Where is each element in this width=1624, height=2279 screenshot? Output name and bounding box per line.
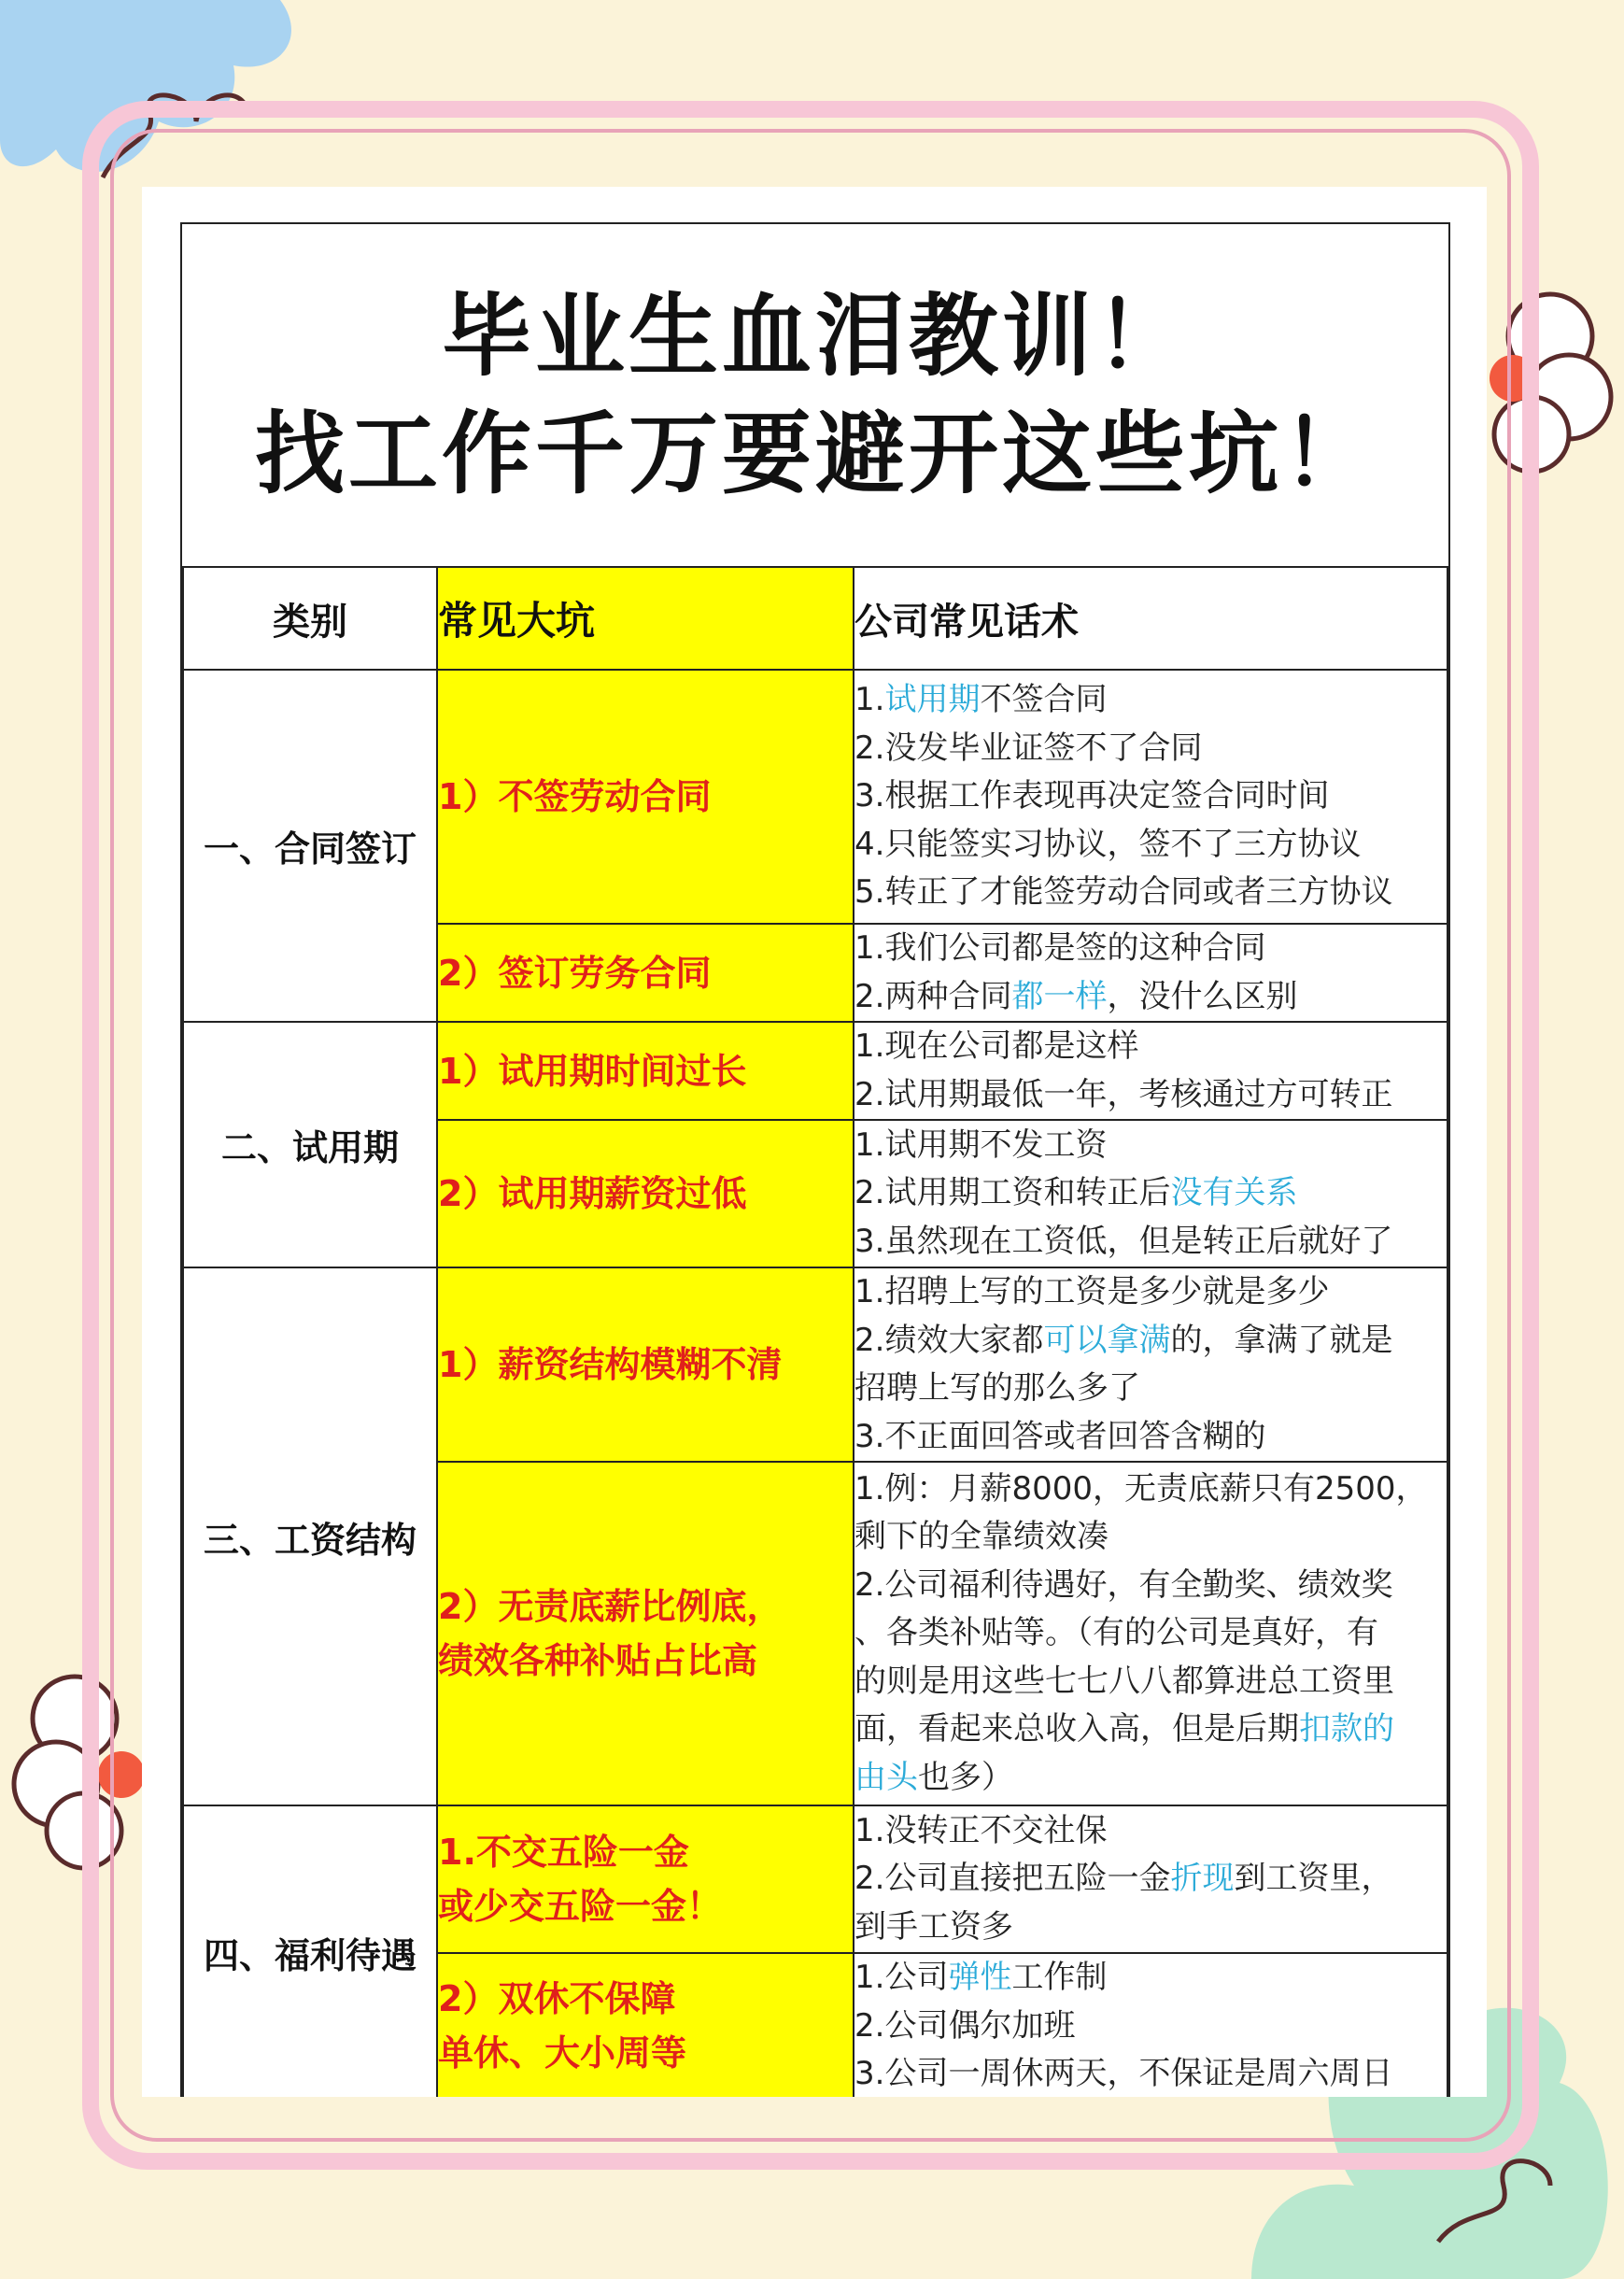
- phrase-text: 1.例：月薪8000，无责底薪只有2500，: [854, 1469, 1428, 1508]
- phrase-line: [854, 925, 1447, 973]
- phrase-line: [854, 1706, 1447, 1754]
- pitfall-cell: [437, 924, 854, 1022]
- pitfall-cell: [437, 1953, 854, 2097]
- pitfall-text: 1）不签劳动合同: [438, 776, 712, 817]
- table-row: [183, 1805, 1447, 1953]
- header-phrases: 公司常见话术: [854, 567, 1447, 670]
- phrase-text: 面，看起来总收入高，但是后期: [854, 1710, 1299, 1748]
- phrase-text: 1.试用期不发工资: [854, 1125, 1108, 1164]
- pitfall-text: 2）双休不保障: [438, 1978, 676, 2020]
- phrase-text: 剩下的全靠绩效凑: [854, 1518, 1109, 1556]
- phrase-line: [854, 1609, 1447, 1658]
- phrase-text: 的则是用这些七七八八都算进总工资里: [854, 1662, 1394, 1700]
- phrase-line: [854, 1023, 1447, 1071]
- phrase-line: [854, 1513, 1447, 1562]
- phrase-text: 1.我们公司都是签的这种合同: [854, 929, 1266, 967]
- phrases-cell: [854, 924, 1447, 1022]
- phrase-text: 2.公司福利待遇好，有全勤奖、绩效奖: [854, 1565, 1393, 1604]
- pitfall-text: 绩效各种补贴占比高: [438, 1640, 758, 1681]
- phrase-line: [854, 1754, 1447, 1803]
- phrase-line: [854, 2050, 1447, 2097]
- phrase-line: [854, 1218, 1447, 1267]
- phrase-highlight: 折现: [1170, 1860, 1235, 1898]
- phrase-line: [854, 1413, 1447, 1462]
- phrase-text: 2.公司偶尔加班: [854, 2006, 1076, 2045]
- phrase-line: [854, 1954, 1447, 2003]
- header-pitfall: 常见大坑: [437, 567, 854, 670]
- title-line-1: 毕业生血泪教训！: [442, 284, 1189, 389]
- pitfall-cell: [437, 1805, 854, 1953]
- phrase-line: [854, 676, 1447, 725]
- phrase-text: 到手工资多: [854, 1907, 1013, 1946]
- phrase-line: [854, 1658, 1447, 1706]
- phrase-text: 1.没转正不交社保: [854, 1811, 1108, 1849]
- category-cell: 一、合同签订: [183, 670, 437, 1022]
- phrase-line: [854, 1365, 1447, 1413]
- table-body: [183, 670, 1447, 2097]
- pitfall-cell: [437, 1022, 854, 1120]
- phrase-text: 2.试用期最低一年，考核通过方可转正: [854, 1075, 1393, 1113]
- phrases-cell: [854, 1462, 1447, 1805]
- pitfall-text: 或少交五险一金！: [438, 1886, 723, 1927]
- phrase-line: [854, 1071, 1447, 1120]
- table-row: [183, 670, 1447, 924]
- phrase-text: 4.只能签实习协议，签不了三方协议: [854, 825, 1362, 863]
- category-cell: 三、工资结构: [183, 1267, 437, 1805]
- phrase-line: [854, 725, 1447, 773]
- phrase-text: 2.绩效大家都: [854, 1321, 1044, 1359]
- phrase-highlight: 可以拿满: [1043, 1321, 1171, 1359]
- phrases-cell: [854, 1022, 1447, 1120]
- phrase-highlight: 试用期: [884, 681, 981, 719]
- pitfall-cell: [437, 1120, 854, 1267]
- pitfall-table-sheet: [180, 222, 1450, 2097]
- phrase-text: 3.根据工作表现再决定签合同时间: [854, 777, 1330, 815]
- title-line-2: 找工作千万要避开这些坑！: [255, 402, 1376, 506]
- pitfall-text: 1）薪资结构模糊不清: [438, 1344, 783, 1385]
- phrases-cell: [854, 1805, 1447, 1953]
- phrase-line: [854, 1465, 1447, 1514]
- phrase-line: [854, 2003, 1447, 2051]
- title-block: [182, 224, 1448, 568]
- phrase-text: 3.不正面回答或者回答含糊的: [854, 1417, 1266, 1455]
- phrases-cell: [854, 1953, 1447, 2097]
- pitfall-table: [182, 566, 1448, 2097]
- phrase-highlight: 都一样: [1011, 977, 1108, 1015]
- category-cell: 二、试用期: [183, 1022, 437, 1267]
- phrase-line: [854, 1122, 1447, 1170]
- phrases-cell: [854, 1267, 1447, 1462]
- pitfall-cell: [437, 1267, 854, 1462]
- phrase-highlight: 没有关系: [1170, 1174, 1298, 1212]
- phrase-line: [854, 869, 1447, 917]
- phrase-text: 2.没发毕业证签不了合同: [854, 729, 1203, 767]
- phrase-text: 、各类补贴等。（有的公司是真好，有: [854, 1614, 1378, 1652]
- phrase-line: [854, 1855, 1447, 1904]
- pitfall-text: 单休、大小周等: [438, 2032, 687, 2074]
- phrase-text: 3.虽然现在工资低，但是转正后就好了: [854, 1222, 1393, 1260]
- phrase-text: 1.公司: [854, 1959, 949, 1996]
- phrase-line: [854, 772, 1447, 821]
- phrase-text: 2.公司直接把五险一金: [854, 1860, 1171, 1898]
- phrase-highlight: 弹性: [948, 1959, 1012, 1996]
- phrase-text: 1.: [854, 681, 885, 719]
- pitfall-cell: [437, 1462, 854, 1805]
- table-header-row: [183, 567, 1447, 670]
- phrase-text: 2.试用期工资和转正后: [854, 1174, 1171, 1212]
- phrase-text: 5.转正了才能签劳动合同或者三方协议: [854, 873, 1393, 912]
- pitfall-text: 1）试用期时间过长: [438, 1050, 747, 1092]
- phrase-text: 招聘上写的那么多了: [854, 1369, 1140, 1407]
- table-row: [183, 1267, 1447, 1462]
- phrase-line: [854, 821, 1447, 870]
- phrase-text: 工作制: [1011, 1959, 1108, 1996]
- phrase-line: [854, 973, 1447, 1022]
- phrase-text: 不签合同: [980, 681, 1108, 719]
- pitfall-text: 1.不交五险一金: [438, 1832, 689, 1873]
- phrase-line: [854, 1807, 1447, 1856]
- phrase-line: [854, 1317, 1447, 1366]
- phrase-highlight: 扣款的: [1299, 1710, 1394, 1748]
- phrase-text: ，没什么区别: [1107, 977, 1298, 1015]
- phrase-text: 到工资里，: [1234, 1860, 1393, 1898]
- pitfall-text: 2）无责底薪比例底，: [438, 1586, 783, 1627]
- phrase-text: 2.两种合同: [854, 977, 1012, 1015]
- phrase-text: 3.公司一周休两天，不保证是周六周日: [854, 2055, 1393, 2092]
- phrases-cell: [854, 1120, 1447, 1267]
- phrase-line: [854, 1169, 1447, 1218]
- phrase-line: [854, 1904, 1447, 1952]
- header-category: 类别: [183, 567, 437, 670]
- pitfall-cell: [437, 670, 854, 924]
- phrase-text: 也多）: [918, 1758, 1013, 1796]
- phrase-highlight: 由头: [854, 1758, 918, 1796]
- phrases-cell: [854, 670, 1447, 924]
- phrase-line: [854, 1562, 1447, 1610]
- phrase-line: [854, 1268, 1447, 1317]
- phrase-text: 的，拿满了就是: [1170, 1321, 1393, 1359]
- table-row: [183, 1022, 1447, 1120]
- phrase-text: 1.招聘上写的工资是多少就是多少: [854, 1273, 1330, 1310]
- pitfall-text: 2）签订劳务合同: [438, 952, 712, 994]
- category-cell: 四、福利待遇: [183, 1805, 437, 2097]
- pitfall-text: 2）试用期薪资过低: [438, 1173, 747, 1214]
- phrase-text: 1.现在公司都是这样: [854, 1027, 1139, 1065]
